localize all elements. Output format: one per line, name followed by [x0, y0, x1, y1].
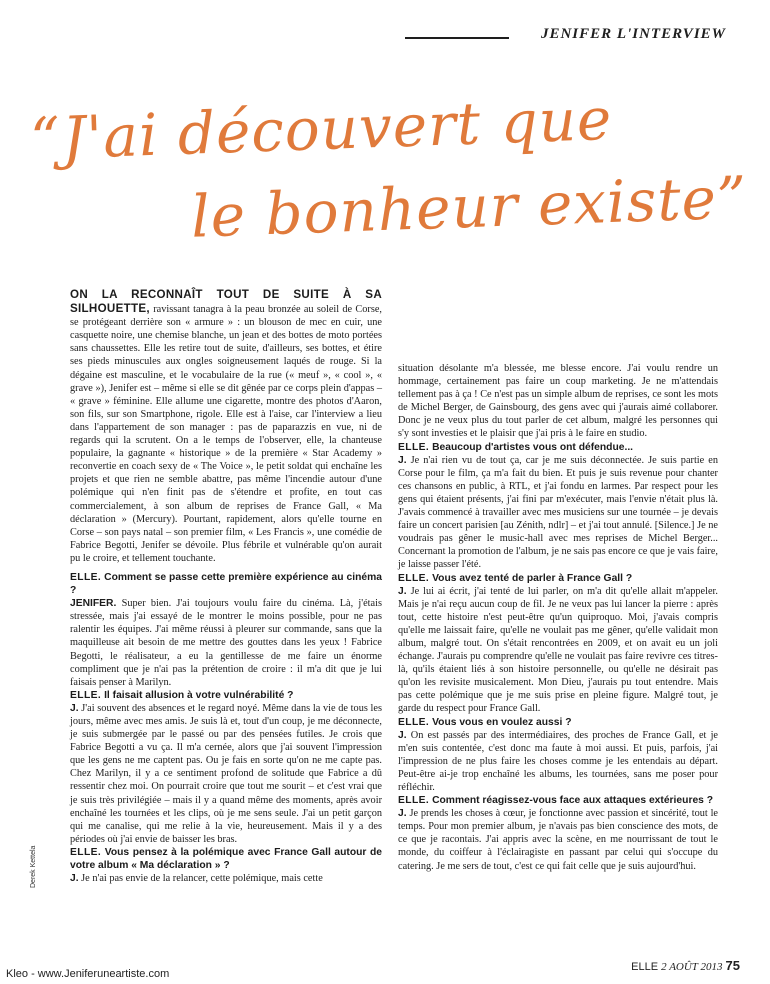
- answer-continued: situation désolante m'a blessée, me blesse encore. J'ai voulu rendre un hommage, certainement pas faire un coup marketing. Je ne m'attendais tellement pas à ça ! Ce n'est pas un simple album de reprises, ce sont les mots de Michel Berger, de Gainsbourg, des gens avec qui j'aurais aimé collaborer. Donc je ne veux plus du tout parler de cet album, malgré les personnes qui s'y sont investies et le plaisir que j'ai pris à le faire en studio.: [398, 363, 718, 440]
- question: ELLE. Vous vous en voulez aussi ?: [398, 716, 572, 728]
- section-rubric: JENIFER L'INTERVIEW: [540, 26, 726, 42]
- lead-in: ON LA RECONNAÎT TOUT DE SUITE À SA SILHOUETTE,: [70, 288, 382, 316]
- text-column-left: [70, 288, 382, 885]
- answer: J. Je n'ai rien vu de tout ça, car je me suis déconnectée. Je suis partie en Corse pour le film, ça m'a fait du bien. Et puis je suis revenue pour chanter ces chansons en public, à RTL, et j'ai fondu en larmes. Par respect pour les gens qui étaient présents, j'ai fini par m'exécuter, mais l'envie n'était plus là. J'avais commencé à travailler avec mes musiciens sur une tournée – je devais faire un concert parisien [au Zénith, ndlr] – et j'ai tout annulé. [Silence.] Je ne voudrais pas gêner le music-hall avec mes reprises de Michel Berger... Concernant la promotion de l'album, je ne sais pas encore ce que je vais faire, je laisse passer l'été.: [398, 454, 719, 571]
- answer: J. J'ai souvent des absences et le regard noyé. Même dans la vie de tous les jours, même avec mes amis. Je suis là et, tout d'un coup, je me déconnecte, je suis submergée par le passé ou par des pensées futiles. Je crois que Fabrice Begotti a vu ça. Il m'a cernée, alors que j'ai souvent l'impression que les gens ne me captent pas. Ou je fais en sorte qu'on ne me capte pas. Chez Marilyn, il y a ce sentiment profond de solitude que Fabrice a dû ressentir chez moi. On pourrait croire que tout me sourit – et c'est vrai que je suis très privilégiée – mais il y a quand même des moments, après avoir enchaîné les tournées et les clips, où je me sens seule. J'ai un petit garçon qui me canalise, qui me relie à la vie, heureusement. Mais il y a des périodes où j'ai envie de baisser les bras.: [70, 702, 382, 845]
- headline-line-2: le bonheur existe”: [189, 163, 749, 251]
- intro-paragraph: [70, 288, 382, 565]
- question: ELLE. Il faisait allusion à votre vulnérabilité ?: [70, 689, 294, 701]
- watermark: Kleo - www.Jeniferuneartiste.com: [6, 968, 170, 980]
- answer: J. Je prends les choses à cœur, je fonctionne avec passion et sincérité, tout le temps. Pour mon premier album, je n'avais pas bien conscience des mots, de ce que je racontais. J'ai appris avec la scène, en me nourrissant de tout le monde, du coiffeur à l'éclairagiste en passant par celui qui s'occupe du catering. Je me sers de tout, c'est ce qui fait celle que je suis aujourd'hui.: [398, 808, 719, 872]
- question: ELLE. Comment réagissez-vous face aux attaques extérieures ?: [398, 795, 714, 807]
- headline-line-1: “J'ai découvert que: [28, 84, 614, 174]
- question: ELLE. Comment se passe cette première expérience au cinéma ?: [70, 571, 382, 597]
- magazine-name: ELLE: [631, 961, 659, 973]
- page-footer: [631, 958, 740, 973]
- rubric-rule: [405, 37, 509, 39]
- answer: J. Je n'ai pas envie de la relancer, cette polémique, mais cette: [70, 873, 323, 885]
- answer: J. Je lui ai écrit, j'ai tenté de lui parler, on m'a dit qu'elle allait m'appeler. Mais je n'ai reçu aucun coup de fil. Je ne veux pas lui lancer la pierre : après tout, cette histoire n'est peut-être qu'un quiproquo. Moi, j'avais compris qu'elle me laissait faire, qu'elle ne voulait pas me gêner, qu'elle validait mon album, malgré tout. On s'était rencontrées en 2009, et on avait eu un joli échange. J'aurais pu comprendre qu'elle ne voulait pas faire revivre ces titres-là, qu'ils étaient liés à son histoire personnelle, ou qu'elle ne désirait pas qu'on les revisite musicalement. Mon Dieu, j'aurais pu tout entendre. Mais pas cette polémique que je me suis prise en pleine figure. Malgré tout, je garde du respect pour France Gall.: [398, 585, 718, 715]
- issue-date: 2 AOÛT 2013: [661, 961, 723, 973]
- photo-credit: Derek Kettela: [30, 845, 37, 888]
- question: ELLE. Vous pensez à la polémique avec France Gall autour de votre album « Ma déclaration » ?: [70, 846, 382, 872]
- intro-text: ravissant tanagra à la peau bronzée au soleil de Corse, se protégeant derrière son « armure » : un blouson de mec en cuir, une casquette noire, une chemise blanche, un jean et des bottes de moto portées sans chaussettes. Elle les retire tout de suite, d'ailleurs, ses bottes, et étire ses pieds minuscules aux ongles soigneusement laqués de rouge. Si la dégaine est masculine, et le vocabulaire de la rue (« meuf », « cool », « grave »), Jenifer est – même si elle se dit gênée par ce corps plein d'appas – « grave » féminine. Elle allume une cigarette, montre des photos d'Aaron, son fils, sur son Smartphone, rigole. Elle est à l'aise, car l'interview a lieu dans l'appartement de son manager : pas de paparazzis en vue, ni de regards qui la scrutent. On a le temps de l'observer, elle, la chanteuse populaire, la gagnante « historique » de la première « Star Academy » reconvertie en coach sexy de « The Voice », le petit soldat qui enchaîne les projets et que rien ne semble abattre, pas même l'incendie autour d'une polémique qui n'en finit pas de s'étendre et profite, en tout cas commercialement, à son album de reprises de France Gall, « Ma déclaration » (Mercury). Pourtant, rapidement, alors qu'elle tourne en Corse – son pays natal – son premier film, « Les Francis », une comédie de Fabrice Begotti, Jenifer se dévoile. Plus fébrile et vulnérable qu'on aurait pu le croire, et tellement touchante.: [70, 304, 382, 564]
- answer: JENIFER. Super bien. J'ai toujours voulu faire du cinéma. Là, j'étais stressée, mais j'ai essayé de le montrer le moins possible, pour ne pas ralentir les équipes. J'ai même réussi à pleurer sur commande, sans que la maquilleuse ait besoin de me mettre des gouttes dans les yeux ! Fabrice Begotti, le réalisateur, a eu la gentillesse de me faire un énorme compliment que je n'ai pas la prétention de croire : il m'a dit que je lui faisais penser à Marilyn.: [70, 598, 382, 688]
- question: ELLE. Vous avez tenté de parler à France Gall ?: [398, 572, 633, 584]
- answer: J. On est passés par des intermédiaires, des proches de France Gall, et je m'en suis contentée, c'est donc ma faute à moi aussi. Et puis, parfois, j'ai l'impression de ne plus faire les choses comme je les entendais au départ. Peut-être ai-je trop enchaîné les albums, les tournées, sans me poser pour réfléchir.: [398, 729, 719, 793]
- question: ELLE. Beaucoup d'artistes vous ont défendue...: [398, 441, 634, 453]
- page-number: 75: [725, 958, 740, 973]
- text-column-right: [398, 362, 718, 873]
